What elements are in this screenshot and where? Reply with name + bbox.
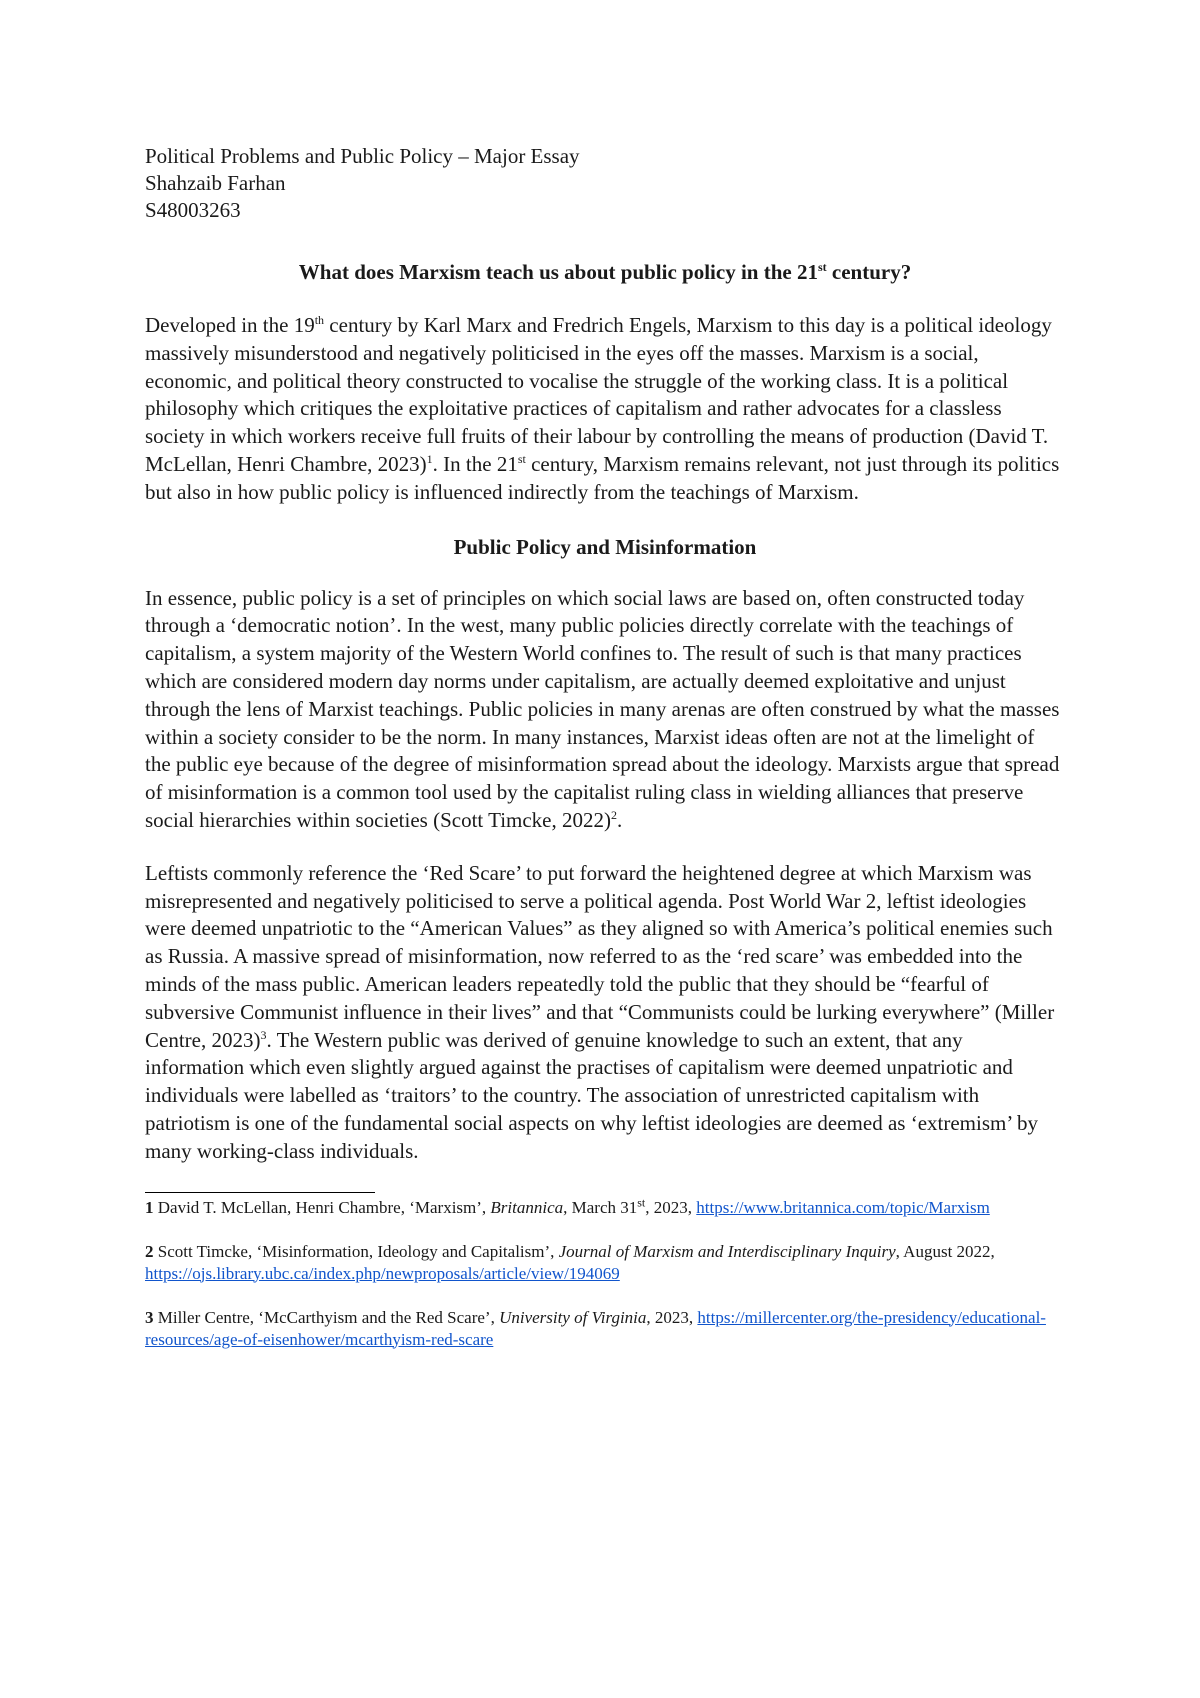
intro-paragraph [145, 312, 1065, 507]
footnote-link[interactable]: https://ojs.library.ubc.ca/index.php/newproposals/article/view/194069 [145, 1263, 620, 1283]
footnote-1 [145, 1194, 1065, 1219]
footnote-number: 3 [145, 1307, 154, 1327]
footnote-ref-2[interactable]: 2 [611, 807, 617, 822]
student-id: S48003263 [145, 198, 241, 222]
footnote-ref-1[interactable]: 1 [426, 451, 433, 466]
footnote-separator [145, 1192, 375, 1193]
title-text-end: century? [826, 260, 912, 284]
intro-sup-1: th [314, 313, 325, 327]
footnote-number: 2 [145, 1241, 154, 1261]
section-heading: Public Policy and Misinformation [453, 534, 757, 559]
title-superscript: st [817, 260, 827, 274]
footnote-source: University of Virginia [499, 1307, 647, 1327]
footnote-date-sup: st [637, 1194, 646, 1209]
title-text: What does Marxism teach us about public policy in the 21 [298, 260, 818, 284]
policy-paragraph [145, 585, 1065, 835]
header-block [145, 143, 1065, 224]
document-page [145, 143, 1065, 1373]
intro-text-4: century, Marxism remains relevant, not just through its politics but also in how public policy is influenced indirectly from the teachings of Marxism. [145, 451, 1060, 504]
intro-sup-2: st [517, 451, 526, 466]
footnote-source: Britannica [490, 1197, 564, 1217]
footnote-ref-3[interactable]: 3 [260, 1027, 267, 1042]
footnote-date: , 2023, [646, 1307, 698, 1327]
footnote-date: , August 2022, [895, 1241, 995, 1261]
author-name: Shahzaib Farhan [145, 171, 286, 195]
footnote-text: Scott Timcke, ‘Misinformation, Ideology and Capitalism’, [153, 1241, 559, 1261]
footnote-text: David T. McLellan, Henri Chambre, ‘Marxism’, [153, 1197, 491, 1217]
footnote-3 [145, 1307, 1065, 1351]
footnote-number: 1 [145, 1197, 154, 1217]
footnote-link[interactable]: https://millercenter.org/the-presidency/educational-resources/age-of-eisenhower/mcarthyism-red-scare [145, 1307, 1046, 1349]
intro-text-1: Developed in the 19 [145, 313, 315, 337]
footnote-date: , March 31 [563, 1197, 638, 1217]
footnote-text: Miller Centre, ‘McCarthyism and the Red Scare’, [153, 1307, 500, 1327]
course-line: Political Problems and Public Policy – Major Essay [145, 144, 580, 168]
footnote-link[interactable]: https://www.britannica.com/topic/Marxism [696, 1197, 990, 1217]
essay-title [145, 258, 1065, 286]
policy-text-end: . [617, 807, 623, 832]
policy-text: In essence, public policy is a set of principles on which social laws are based on, often constructed today through a ‘democratic notion’. In the west, many public policies directly correlate with the teachings of capitalism, a system majority of the Western World confines to. The result of such is that many practices which are considered modern day norms under capitalism, are actually deemed exploitative and unjust through the lens of Marxist teachings. Public policies in many arenas are often construed by what the masses within a society consider to be the norm. In many instances, Marxist ideas often are not at the limelight of the public eye because of the degree of misinformation spread about the ideology. Marxists argue that spread of misinformation is a common tool used by the capitalist ruling class in wielding alliances that preserve social hierarchies within societies (Scott Timcke, 2022) [145, 585, 1060, 832]
footnote-year: , 2023, [645, 1197, 697, 1217]
red-scare-text: Leftists commonly reference the ‘Red Scare’ to put forward the heightened degree at which Marxism was misrepresented and negatively politicised to serve a political agenda. Post World War 2, leftist ideologies were deemed unpatriotic to the “American Values” as they aligned so with America’s political enemies such as Russia. A massive spread of misinformation, now referred to as the ‘red scare’ was embedded into the minds of the mass public. American leaders repeatedly told the public that they should be “fearful of subversive Communist influence in their lives” and that “Communists could be lurking everywhere” (Miller Centre, 2023) [145, 860, 1055, 1052]
intro-text-3: . In the 21 [432, 451, 518, 476]
red-scare-paragraph [145, 860, 1065, 1166]
footnote-2 [145, 1241, 1065, 1285]
intro-text-2: century by Karl Marx and Fredrich Engels, Marxism to this day is a political ideology massively misunderstood and negatively politicised in the eyes off the masses. Marxism is a social, economic, and political theory constructed to vocalise the struggle of the working class. It is a political philosophy which critiques the exploitative practices of capitalism and rather advocates for a classless society in which workers receive full fruits of their labour by controlling the means of production (David T. McLellan, Henri Chambre, 2023) [145, 313, 1052, 476]
red-scare-text-rest: . The Western public was derived of genuine knowledge to such an extent, that any information which even slightly argued against the practises of capitalism were deemed unpatriotic and individuals were labelled as ‘traitors’ to the country. The association of unrestricted capitalism with patriotism is one of the fundamental social aspects on why leftist ideologies are deemed as ‘extremism’ by many working-class individuals. [145, 1027, 1039, 1163]
footnote-source: Journal of Marxism and Interdisciplinary Inquiry [558, 1241, 896, 1261]
